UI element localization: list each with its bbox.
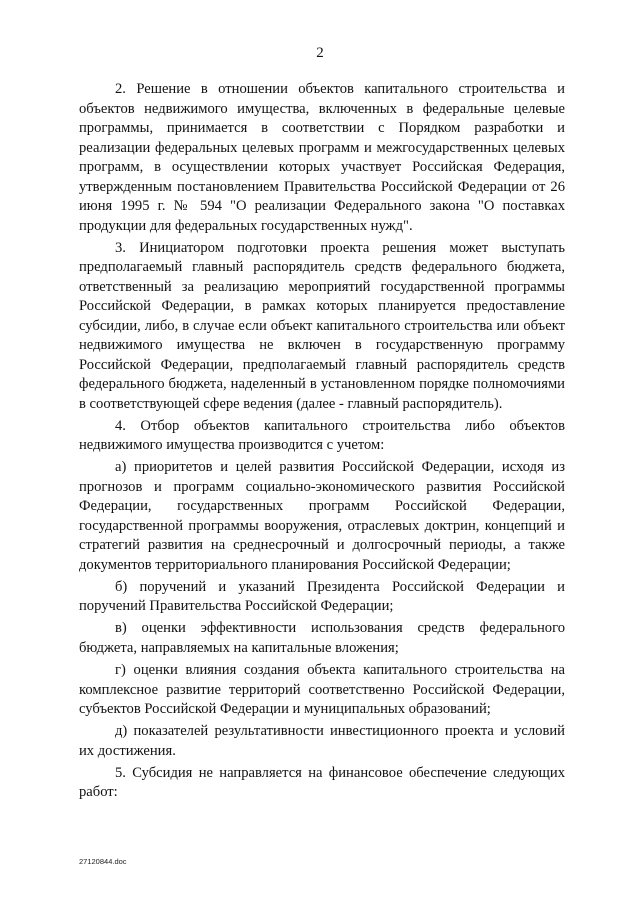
- paragraph-3-initiator: 3. Инициатором подготовки проекта решения может выступать предполагаемый главный распорядитель средств федерального бюджета, ответственный за реализацию мероприятий государственной программы Российской Федерации, в рамках которых планируется предоставление субсидии, либо, в случае если объект капитального строительства или объект недвижимого имущества не включен в государственную программу Российской Федерации, предполагаемый главный распорядитель средств федерального бюджета, наделенный в установленном порядке полномочиями в соответствующей сфере ведения (далее - главный распорядитель).: [79, 239, 565, 412]
- paragraph-2-decision: 2. Решение в отношении объектов капитального строительства и объектов недвижимого имущества, включенных в федеральные целевые программы, принимается в соответствии с Порядком разработки и реализации федеральных целевых программ и межгосударственных целевых программ, в осуществлении которых участвует Российская Федерация, утвержденным постановлением Правительства Российской Федерации от 26 июня 1995 г. № 594 "О реализации Федерального закона "О поставках продукции для федеральных государственных нужд".: [79, 81, 565, 234]
- subparagraph-g-impact: г) оценки влияния создания объекта капитального строительства на комплексное развитие территорий соответственно Российской Федерации, субъектов Российской Федерации и муниципальных образований;: [79, 662, 565, 718]
- document-body: [79, 80, 565, 803]
- paragraph-4-selection: 4. Отбор объектов капитального строительства либо объектов недвижимого имущества производится с учетом:: [79, 417, 565, 454]
- subparagraph-a-priorities: а) приоритетов и целей развития Российской Федерации, исходя из прогнозов и программ социально-экономического развития Российской Федерации, государственных программ Российской Федерации, государственной программы вооружения, отраслевых доктрин, концепций и стратегий развития на среднесрочный и долгосрочный периоды, а также документов территориального планирования Российской Федерации;: [79, 459, 565, 573]
- document-file-code: 27120844.doc: [79, 857, 127, 866]
- subparagraph-d-indicators: д) показателей результативности инвестиционного проекта и условий их достижения.: [79, 723, 565, 759]
- subparagraph-v-efficiency: в) оценки эффективности использования средств федерального бюджета, направляемых на капитальные вложения;: [79, 620, 565, 656]
- paragraph-5-subsidy: 5. Субсидия не направляется на финансовое обеспечение следующих работ:: [79, 764, 565, 801]
- subparagraph-b-instructions: б) поручений и указаний Президента Российской Федерации и поручений Правительства Российской Федерации;: [79, 578, 565, 615]
- page-number: 2: [316, 45, 324, 61]
